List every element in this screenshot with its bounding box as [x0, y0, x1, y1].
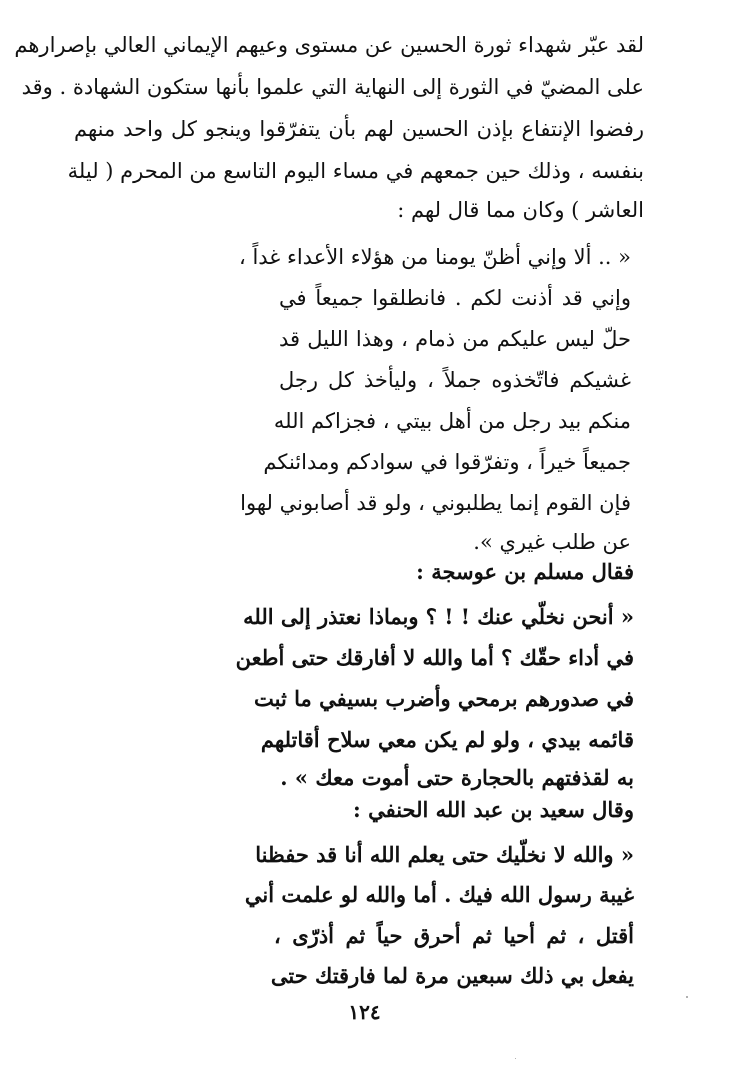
- quote3-line-4: يفعل بي ذلك سبعين مرة لما فارقتك حتى: [270, 963, 634, 988]
- scan-speck: [686, 996, 688, 998]
- quote1-line-3: حلّ ليس عليكم من ذمام ، وهذا الليل قد: [279, 327, 631, 351]
- intro-line-2: على المضيّ في الثورة إلى النهاية التي علموا بأنها ستكون الشهادة . وقد: [21, 75, 644, 99]
- intro-line-1: لقد عبّر شهداء ثورة الحسين عن مستوى وعيهم الإيماني العالي بإصرارهم: [14, 33, 644, 57]
- quote1-line-5: منكم بيد رجل من أهل بيتي ، فجزاكم الله: [273, 409, 631, 433]
- quote2-line-4: قائمه بيدي ، ولو لم يكن معي سلاح أقاتلهم: [260, 727, 634, 752]
- intro-line-3: رفضوا الإنتفاع بإذن الحسين لهم بأن يتفرّقوا وينجو كل واحد منهم: [74, 117, 644, 141]
- quote1-line-6: جميعاً خيراً ، وتفرّقوا في سوادكم ومدائنكم: [263, 450, 631, 474]
- intro-line-4: بنفسه ، وذلك حين جمعهم في مساء اليوم التاسع من المحرم ( ليلة: [67, 159, 644, 183]
- quote1-line-7: فإن القوم إنما يطلبوني ، ولو قد أصابوني لهوا: [240, 491, 631, 515]
- quote3-line-2: غيبة رسول الله فيك . أما والله لو علمت أني: [244, 882, 634, 907]
- scan-speck: [515, 1058, 516, 1059]
- speaker-heading-muslim: فقال مسلم بن عوسجة :: [416, 559, 634, 584]
- quote1-line-4: غشيكم فاتّخذوه جملاً ، وليأخذ كل رجل: [279, 368, 631, 392]
- quote3-line-1: « والله لا نخلّيك حتى يعلم الله أنا قد حفظنا: [255, 842, 634, 867]
- quote2-line-2: في أداء حقّك ؟ أما والله لا أفارقك حتى أطعن: [235, 645, 634, 670]
- page-number: ١٢٤: [348, 1000, 381, 1024]
- quote2-line-1: « أنحن نخلّي عنك ! ! ؟ وبماذا نعتذر إلى الله: [243, 604, 634, 629]
- quote1-line-1: « .. ألا وإني أظنّ يومنا من هؤلاء الأعداء غداً ،: [239, 245, 631, 269]
- quote1-line-2: وإني قد أذنت لكم . فانطلقوا جميعاً في: [279, 286, 631, 310]
- intro-line-5: العاشر ) وكان مما قال لهم :: [397, 198, 644, 222]
- quote2-line-5: به لقذفتهم بالحجارة حتى أموت معك » .: [280, 765, 634, 790]
- quote3-line-3: أقتل ، ثم أحيا ثم أحرق حياً ثم أذرّى ،: [274, 923, 634, 948]
- quote2-line-3: في صدورهم برمحي وأضرب بسيفي ما ثبت: [254, 686, 634, 711]
- quote1-line-8: عن طلب غيري ».: [473, 530, 631, 554]
- speaker-heading-saeed: وقال سعيد بن عبد الله الحنفي :: [353, 797, 634, 822]
